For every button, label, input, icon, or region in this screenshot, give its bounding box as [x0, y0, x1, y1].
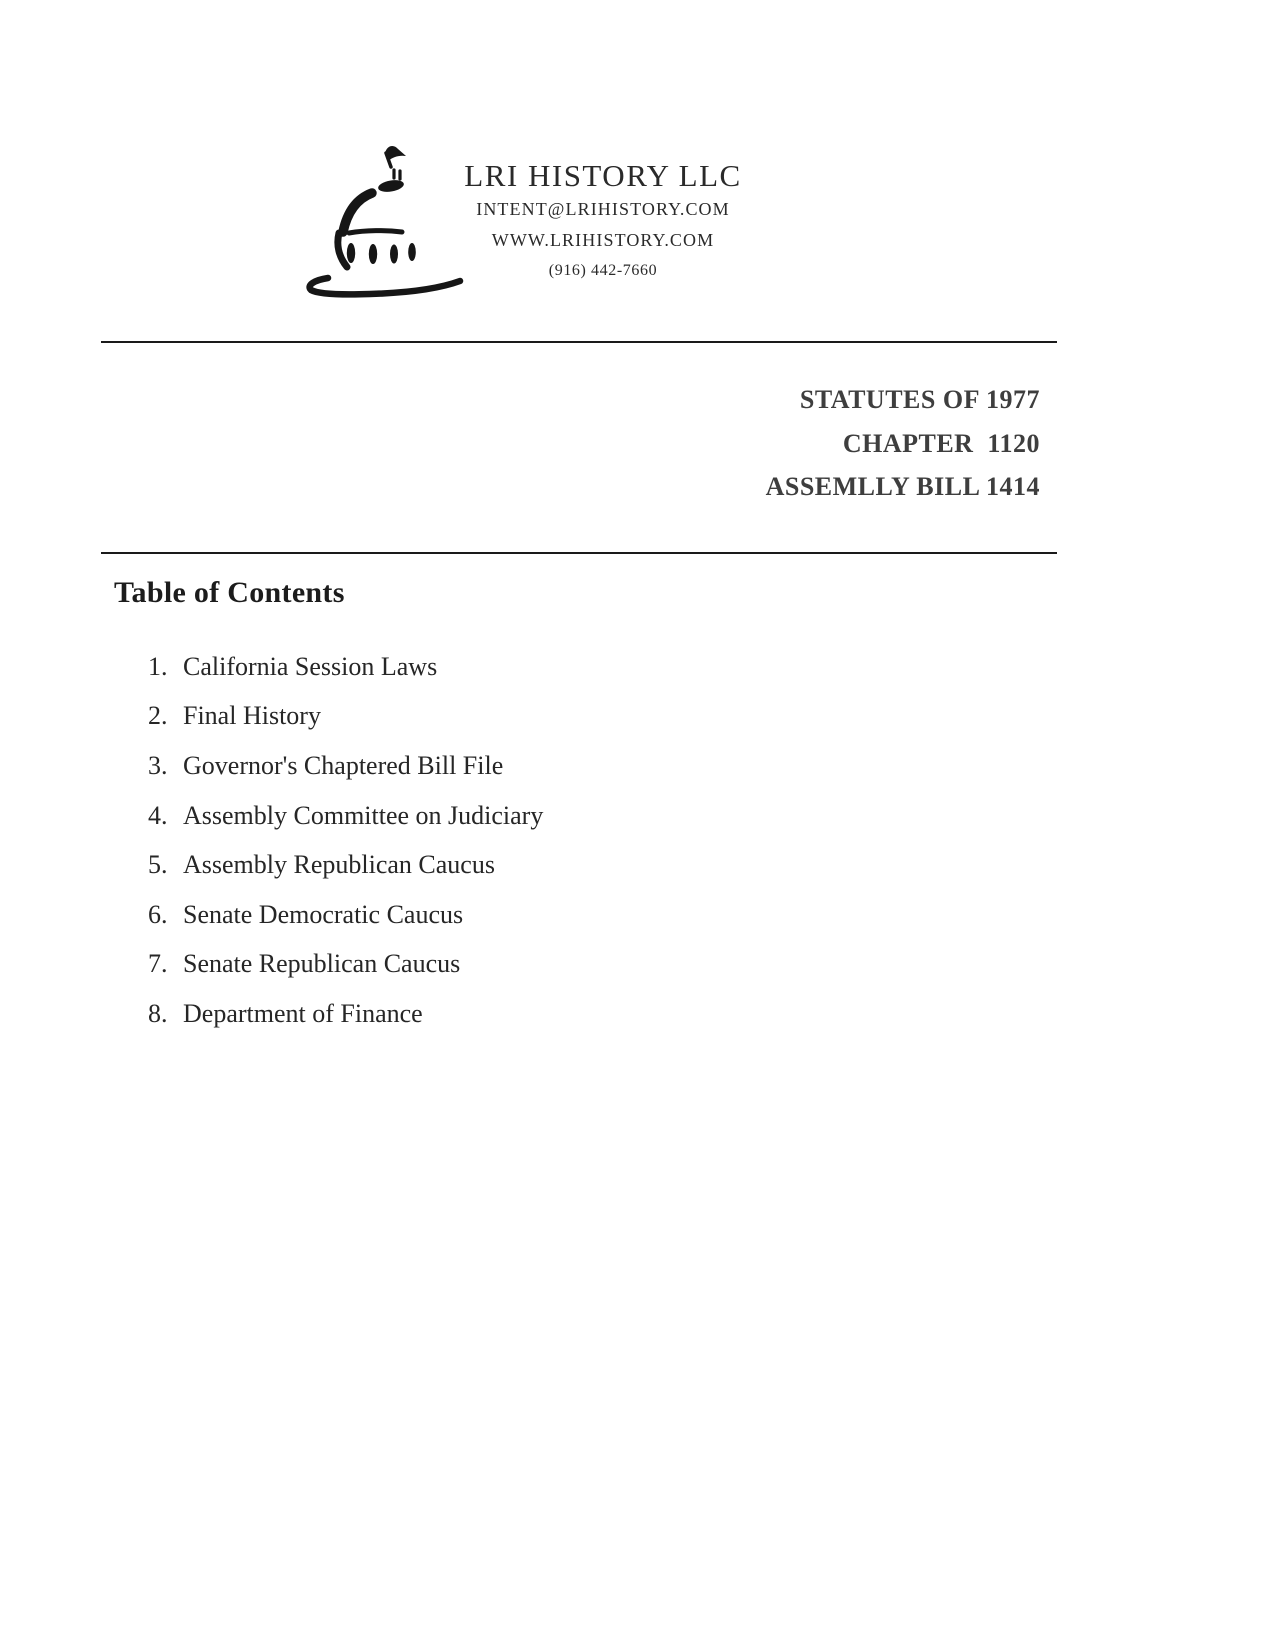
item-number: 5.: [148, 850, 168, 880]
item-label: Governor's Chaptered Bill File: [183, 750, 504, 780]
divider-top: [101, 341, 1057, 343]
assembly-bill-line: ASSEMLLY BILL 1414: [765, 472, 1040, 501]
toc-title: Table of Contents: [114, 576, 345, 609]
statutes-line: STATUTES OF 1977: [799, 385, 1040, 414]
item-number: 8.: [148, 998, 168, 1028]
list-item: [148, 940, 543, 990]
item-label: Department of Finance: [183, 998, 423, 1028]
document-heading: [766, 378, 1040, 509]
company-email: INTENT@LRIHISTORY.COM: [476, 199, 730, 219]
item-label: Assembly Republican Caucus: [183, 850, 495, 880]
item-label: Senate Democratic Caucus: [183, 899, 464, 929]
item-number: 2.: [148, 701, 168, 731]
company-website: WWW.LRIHISTORY.COM: [491, 230, 715, 250]
item-label: California Session Laws: [183, 651, 438, 681]
item-label: Final History: [183, 701, 321, 731]
item-number: 6.: [148, 899, 168, 929]
item-label: Senate Republican Caucus: [183, 949, 461, 979]
company-phone: (916) 442-7660: [548, 262, 658, 279]
company-name: LRI HISTORY LLC: [464, 158, 742, 193]
toc-list: [148, 642, 543, 1039]
item-number: 3.: [148, 750, 168, 780]
item-number: 4.: [148, 800, 168, 830]
list-item: [148, 840, 543, 890]
item-number: 7.: [148, 949, 168, 979]
chapter-line: CHAPTER 1120: [842, 428, 1040, 458]
list-item: [148, 791, 543, 841]
list-item: [148, 692, 543, 742]
list-item: [148, 890, 543, 940]
list-item: [148, 989, 543, 1039]
list-item: [148, 741, 543, 791]
list-item: [148, 642, 543, 692]
item-number: 1.: [148, 651, 168, 681]
letterhead-text: [400, 158, 806, 286]
item-label: Assembly Committee on Judiciary: [183, 800, 544, 830]
divider-middle: [101, 552, 1057, 554]
